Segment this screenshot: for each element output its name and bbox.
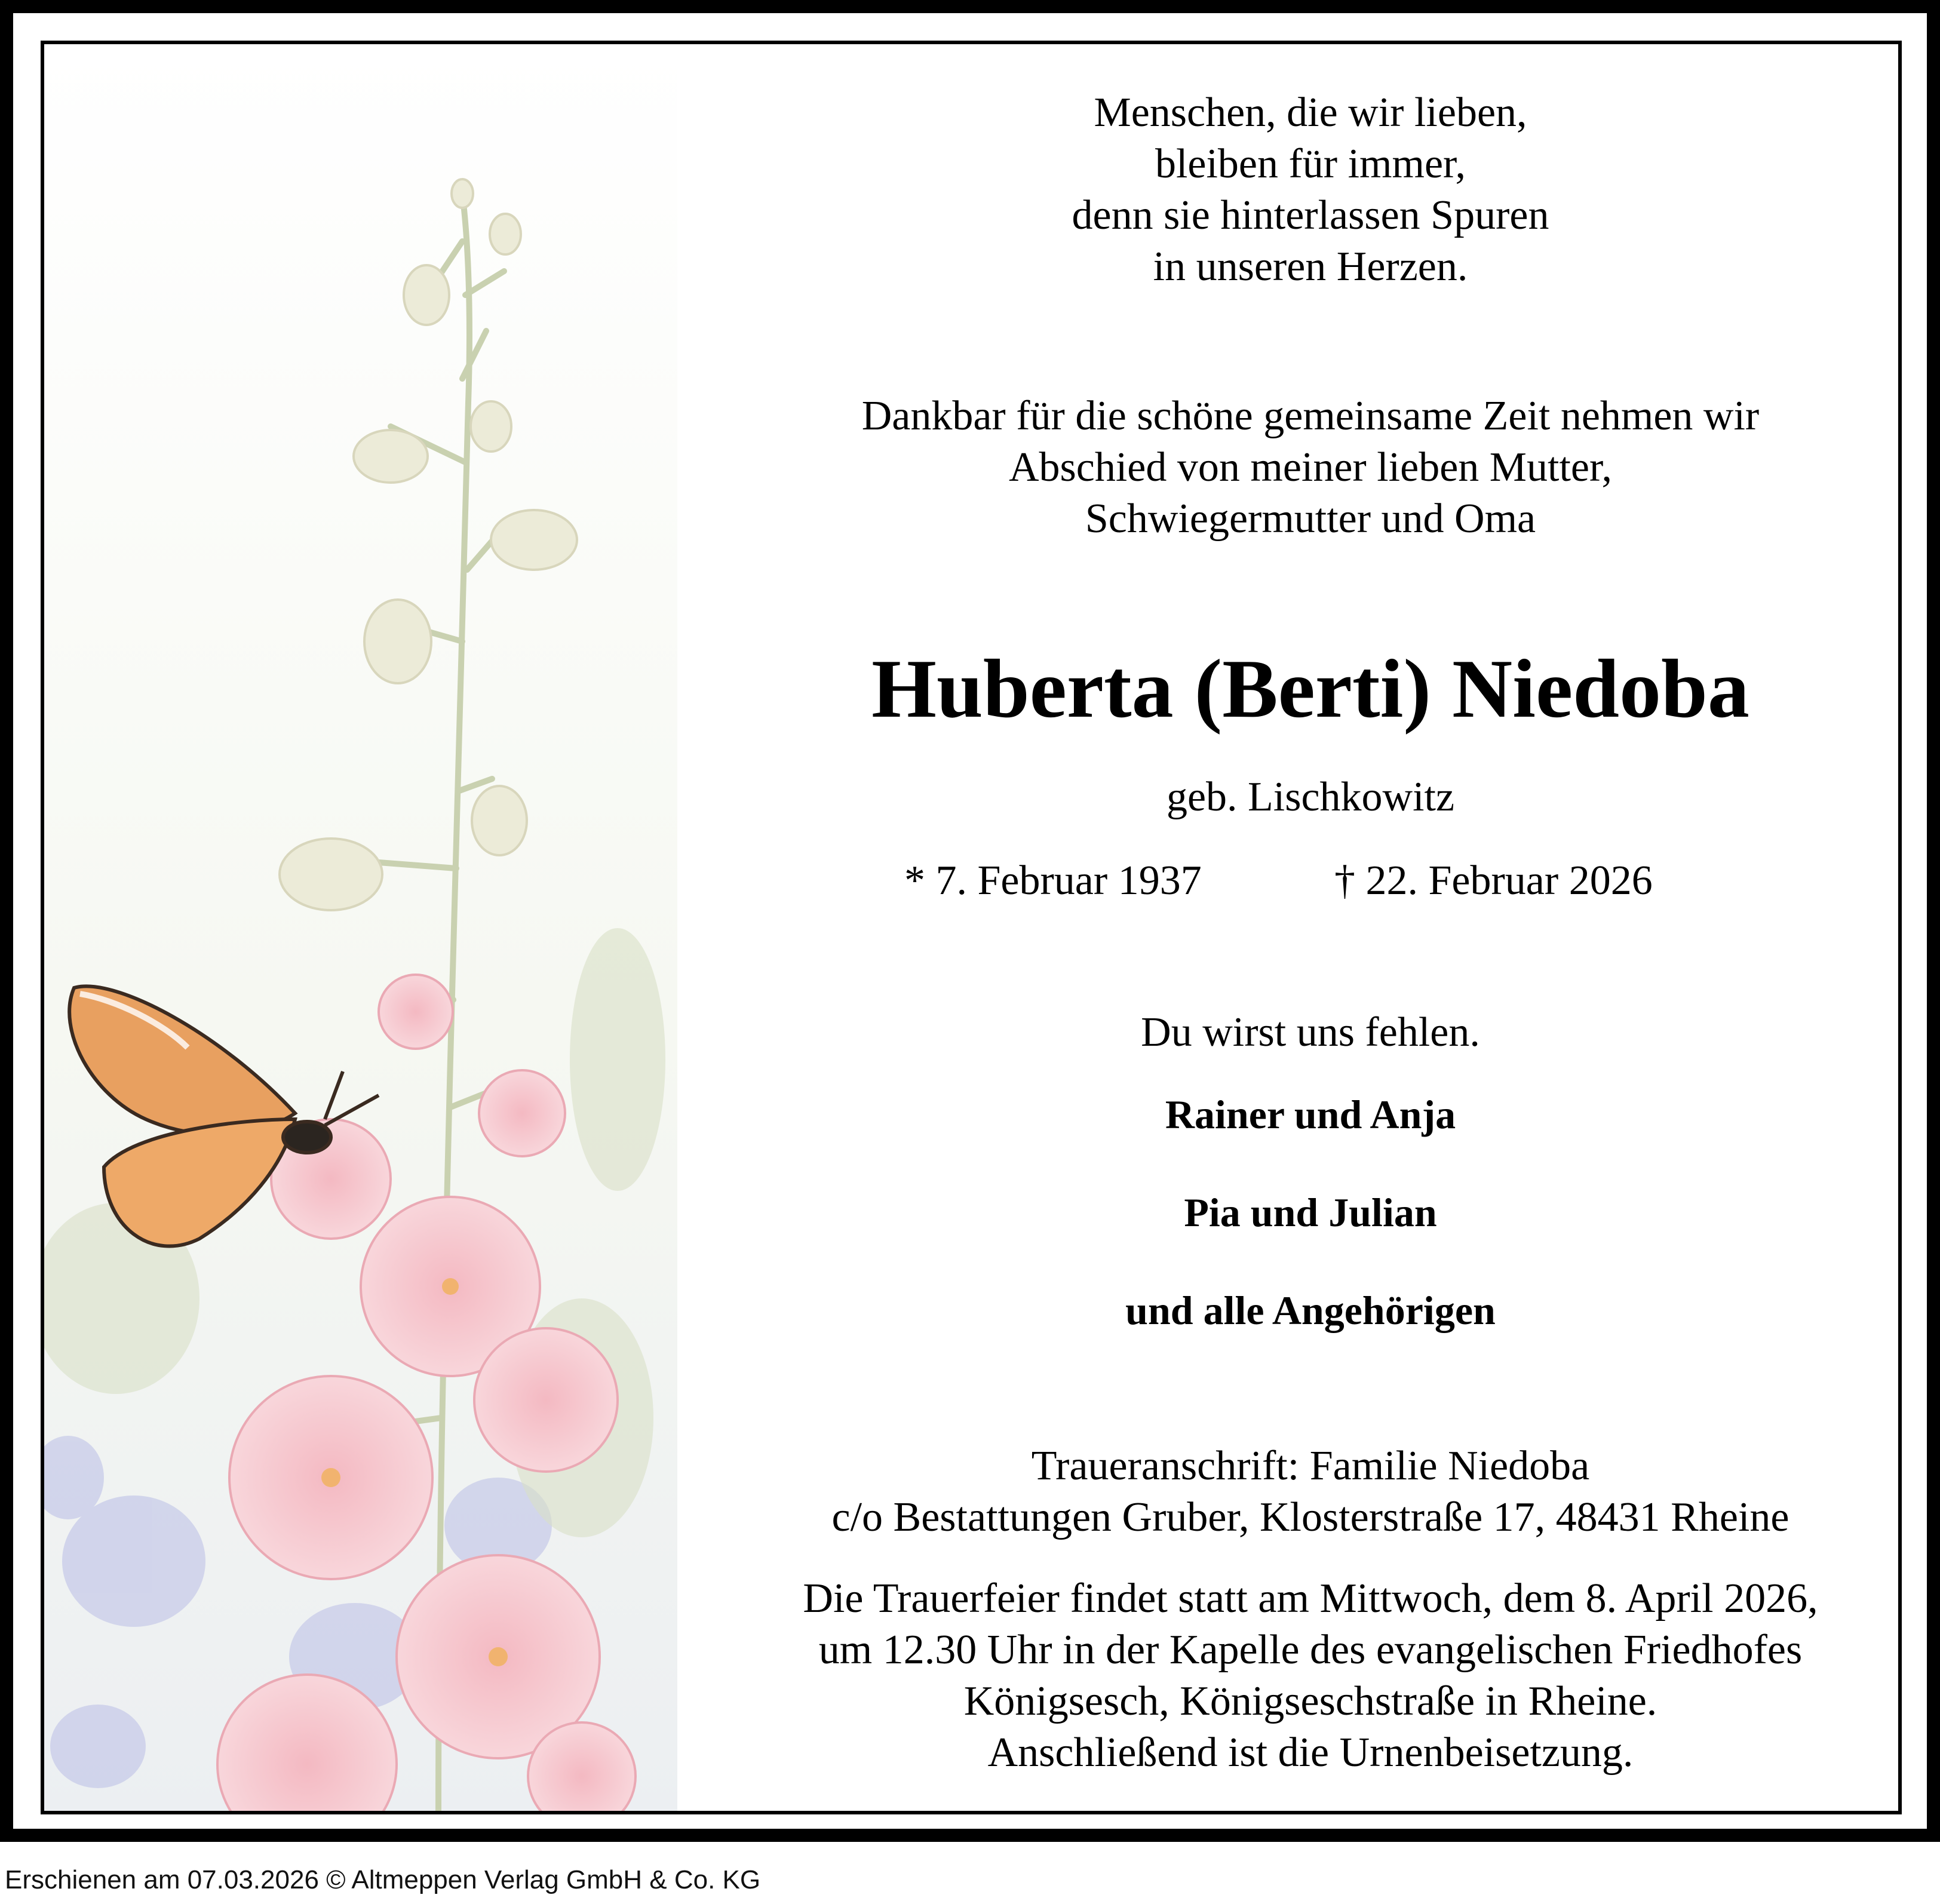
ceremony-line: Anschließend ist die Urnenbeisetzung. bbox=[987, 1730, 1634, 1776]
poem-line: denn sie hinterlassen Spuren bbox=[1072, 192, 1549, 238]
address-line: c/o Bestattungen Gruber, Klosterstraße 17, 48431 Rheine bbox=[831, 1494, 1789, 1540]
publication-footer: Erschienen am 07.03.2026 © Altmeppen Verlag GmbH & Co. KG bbox=[5, 1865, 761, 1894]
ceremony-line: Königsesch, Königseschstraße in Rheine. bbox=[963, 1678, 1657, 1724]
poem-block bbox=[725, 87, 1896, 293]
intro-line: Dankbar für die schöne gemeinsame Zeit nehmen wir bbox=[861, 393, 1760, 439]
intro-block bbox=[725, 391, 1896, 545]
mourner-name: und alle Angehörigen bbox=[1125, 1288, 1496, 1333]
address-block bbox=[725, 1441, 1896, 1543]
mourner-name: Rainer und Anja bbox=[1165, 1092, 1456, 1137]
ceremony-line: um 12.30 Uhr in der Kapelle des evangelischen Friedhofes bbox=[818, 1627, 1803, 1673]
intro-line: Abschied von meiner lieben Mutter, bbox=[1009, 444, 1612, 490]
poem-line: in unseren Herzen. bbox=[1153, 244, 1468, 290]
maiden-name: geb. Lischkowitz bbox=[1166, 774, 1455, 820]
birth-date: * 7. Februar 1937 bbox=[904, 858, 1202, 904]
poem-line: Menschen, die wir lieben, bbox=[1094, 90, 1527, 136]
intro-line: Schwiegermutter und Oma bbox=[1085, 496, 1536, 542]
farewell-line: Du wirst uns fehlen. bbox=[1141, 1009, 1480, 1055]
announcement-inner-frame bbox=[41, 41, 1902, 1814]
deceased-name: Huberta (Berti) Niedoba bbox=[871, 643, 1749, 735]
mourner-name: Pia und Julian bbox=[1184, 1190, 1437, 1235]
ceremony-block bbox=[725, 1573, 1896, 1779]
flower-butterfly-illustration bbox=[44, 44, 677, 1814]
death-date: † 22. Februar 2026 bbox=[1334, 858, 1653, 904]
ceremony-line: Die Trauerfeier findet statt am Mittwoch, dem 8. April 2026, bbox=[803, 1576, 1818, 1622]
poem-line: bleiben für immer, bbox=[1155, 141, 1466, 187]
life-dates bbox=[725, 855, 1896, 909]
address-line: Traueranschrift: Familie Niedoba bbox=[1031, 1443, 1590, 1489]
